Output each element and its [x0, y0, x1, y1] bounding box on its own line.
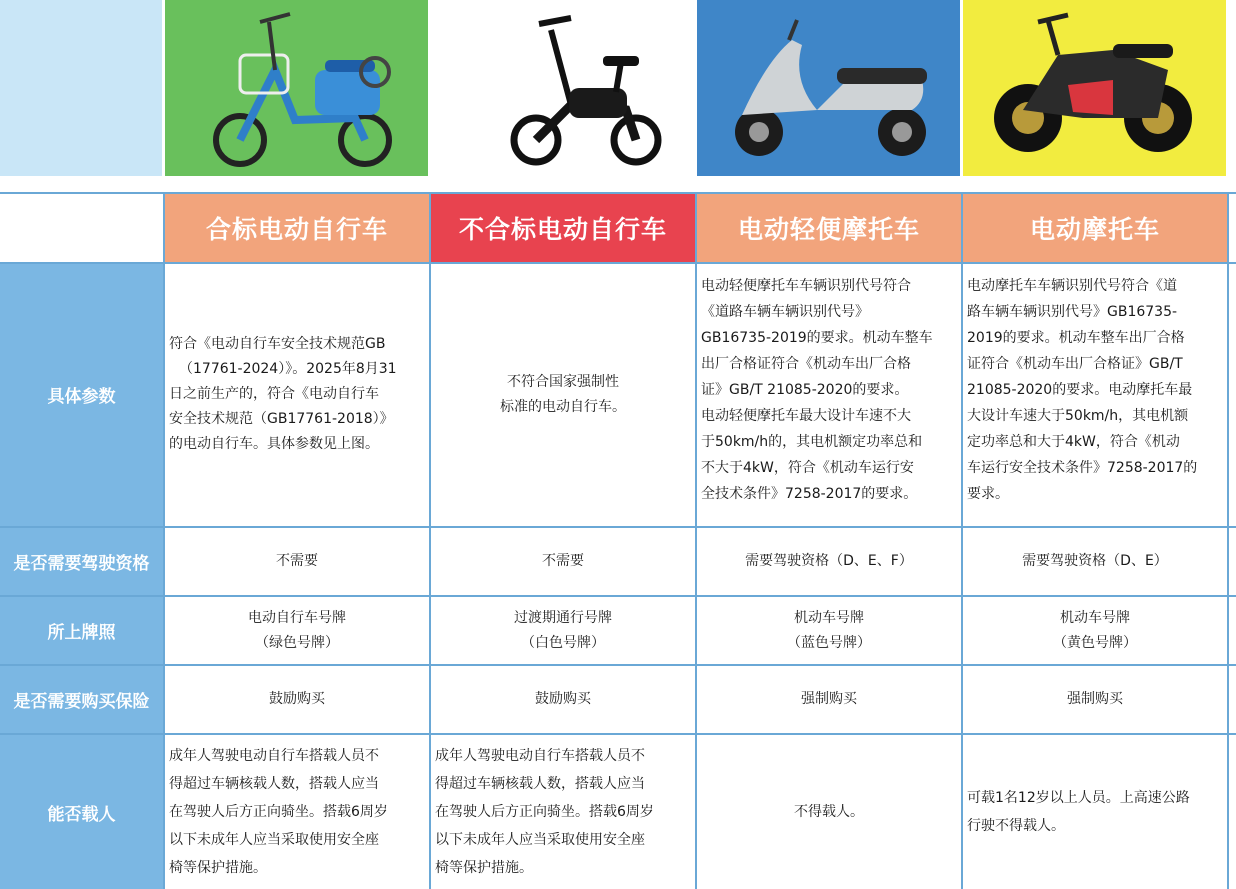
- header-e-motorcycle: 电动摩托车: [963, 193, 1227, 262]
- image-row-blank: [0, 0, 162, 176]
- params-line: 《道路车辆车辆识别代号》: [701, 304, 869, 320]
- nonstandard-e-bike-photo: [431, 0, 694, 176]
- passenger-line: 可载1名12岁以上人员。上高速公路: [967, 790, 1190, 806]
- params-line: 定功率总和大于4kW，符合《机动: [967, 434, 1180, 450]
- header-nonstandard-e-bike: 不合标电动自行车: [431, 193, 695, 262]
- params-line: 证》GB/T 21085-2020的要求。: [701, 382, 909, 398]
- params-line: 电动摩托车车辆识别代号符合《道: [967, 278, 1177, 294]
- insurance-cell-nonstandard: 鼓励购买: [431, 666, 695, 733]
- params-line: 电动轻便摩托车最大设计车速不大: [701, 408, 911, 424]
- params-cell-e-motorcycle: [963, 263, 1227, 526]
- params-line: 证符合《机动车出厂合格证》GB/T: [967, 356, 1183, 372]
- params-line: 路车辆车辆识别代号》GB16735-: [967, 304, 1178, 320]
- license-cell-e-motorcycle: 需要驾驶资格（D、E）: [963, 528, 1227, 595]
- params-line: 大设计车速大于50km/h，其电机额: [967, 408, 1189, 424]
- passenger-cell-light-e-motorcycle: [697, 735, 961, 889]
- header-light-e-motorcycle: 电动轻便摩托车: [697, 193, 961, 262]
- params-line: 21085-2020的要求。电动摩托车最: [967, 382, 1193, 398]
- light-e-motorcycle-photo: [697, 0, 960, 176]
- passenger-cell-e-motorcycle: [963, 735, 1227, 889]
- passenger-line: 椅等保护措施。: [435, 860, 533, 876]
- electric-bicycle-with-basket-icon: [165, 0, 428, 176]
- plate-type: 机动车号牌: [794, 609, 864, 626]
- column-divider: [1227, 192, 1229, 889]
- electric-motorcycle-icon: [963, 0, 1226, 176]
- passenger-line: 成年人驾驶电动自行车搭载人员不: [435, 748, 645, 764]
- plate-color: （白色号牌）: [521, 634, 605, 651]
- column-divider: [695, 192, 697, 889]
- plate-cell-nonstandard: [431, 597, 695, 664]
- params-line: 标准的电动自行车。: [500, 398, 626, 415]
- plate-type: 过渡期通行号牌: [514, 609, 612, 626]
- header-standard-e-bike: 合标电动自行车: [165, 193, 429, 262]
- params-line: 车运行安全技术条件》7258-2017的: [967, 460, 1198, 476]
- params-line: 全技术条件》7258-2017的要求。: [701, 486, 918, 502]
- passenger-cell-standard: [165, 735, 429, 889]
- params-line: 符合《电动自行车安全技术规范GB: [169, 336, 386, 352]
- plate-color: （绿色号牌）: [255, 634, 339, 651]
- passenger-line: 在驾驶人后方正向骑坐。搭载6周岁: [169, 804, 388, 820]
- params-cell-light-e-motorcycle: [697, 263, 961, 526]
- table-top-border: [0, 192, 1236, 194]
- params-line: （17761-2024）》。2025年8月31: [179, 361, 397, 377]
- corner-blank-cell: [0, 193, 163, 262]
- license-cell-light-e-motorcycle: 需要驾驶资格（D、E、F）: [697, 528, 961, 595]
- plate-color: （蓝色号牌）: [787, 634, 871, 651]
- e-motorcycle-photo: [963, 0, 1226, 176]
- passenger-cell-nonstandard: [431, 735, 695, 889]
- electric-scooter-icon: [697, 0, 960, 176]
- params-line: 不大于4kW，符合《机动车运行安: [701, 460, 914, 476]
- plate-cell-light-e-motorcycle: [697, 597, 961, 664]
- params-line: 出厂合格证符合《机动车出厂合格: [701, 356, 911, 372]
- params-line: 的电动自行车。具体参数见上图。: [169, 436, 379, 452]
- params-line: 日之前生产的，符合《电动自行车: [169, 386, 379, 402]
- passenger-line: 得超过车辆核载人数，搭载人应当: [169, 776, 379, 792]
- params-line: 电动轻便摩托车车辆识别代号符合: [701, 278, 911, 294]
- plate-color: （黄色号牌）: [1053, 634, 1137, 651]
- passenger-line: 以下未成年人应当采取使用安全座: [435, 832, 645, 848]
- insurance-cell-e-motorcycle: 强制购买: [963, 666, 1227, 733]
- passenger-line: 成年人驾驶电动自行车搭载人员不: [169, 748, 379, 764]
- params-line: 2019的要求。机动车整车出厂合格: [967, 330, 1185, 346]
- params-cell-nonstandard: [431, 263, 695, 526]
- column-divider: [429, 192, 431, 889]
- insurance-cell-light-e-motorcycle: 强制购买: [697, 666, 961, 733]
- license-cell-standard: 不需要: [165, 528, 429, 595]
- row-label-insurance: 是否需要购买保险: [0, 666, 163, 733]
- plate-cell-e-motorcycle: [963, 597, 1227, 664]
- row-label-params: 具体参数: [0, 263, 163, 526]
- params-line: 不符合国家强制性: [507, 373, 619, 390]
- passenger-line: 在驾驶人后方正向骑坐。搭载6周岁: [435, 804, 654, 820]
- passenger-line: 以下未成年人应当采取使用安全座: [169, 832, 379, 848]
- row-label-plate: 所上牌照: [0, 597, 163, 664]
- row-divider: [0, 262, 1236, 264]
- column-divider: [163, 192, 165, 889]
- insurance-cell-standard: 鼓励购买: [165, 666, 429, 733]
- plate-cell-standard: [165, 597, 429, 664]
- passenger-line: 得超过车辆核载人数，搭载人应当: [435, 776, 645, 792]
- params-cell-standard: [165, 263, 429, 526]
- passenger-line: 不得载人。: [794, 803, 864, 820]
- row-divider: [0, 664, 1236, 666]
- folding-electric-bike-icon: [431, 0, 694, 176]
- plate-type: 电动自行车号牌: [248, 609, 346, 626]
- row-label-license: 是否需要驾驶资格: [0, 528, 163, 595]
- row-divider: [0, 733, 1236, 735]
- row-divider: [0, 595, 1236, 597]
- plate-type: 机动车号牌: [1060, 609, 1130, 626]
- column-divider: [961, 192, 963, 889]
- passenger-line: 行驶不得载人。: [967, 818, 1065, 834]
- row-divider: [0, 526, 1236, 528]
- params-line: GB16735-2019的要求。机动车整车: [701, 330, 933, 346]
- row-label-passenger: 能否载人: [0, 735, 163, 889]
- params-line: 于50km/h的，其电机额定功率总和: [701, 434, 923, 450]
- params-line: 要求。: [967, 486, 1009, 502]
- standard-e-bike-photo: [165, 0, 428, 176]
- license-cell-nonstandard: 不需要: [431, 528, 695, 595]
- params-line: 安全技术规范（GB17761-2018）》: [169, 411, 394, 427]
- passenger-line: 椅等保护措施。: [169, 860, 267, 876]
